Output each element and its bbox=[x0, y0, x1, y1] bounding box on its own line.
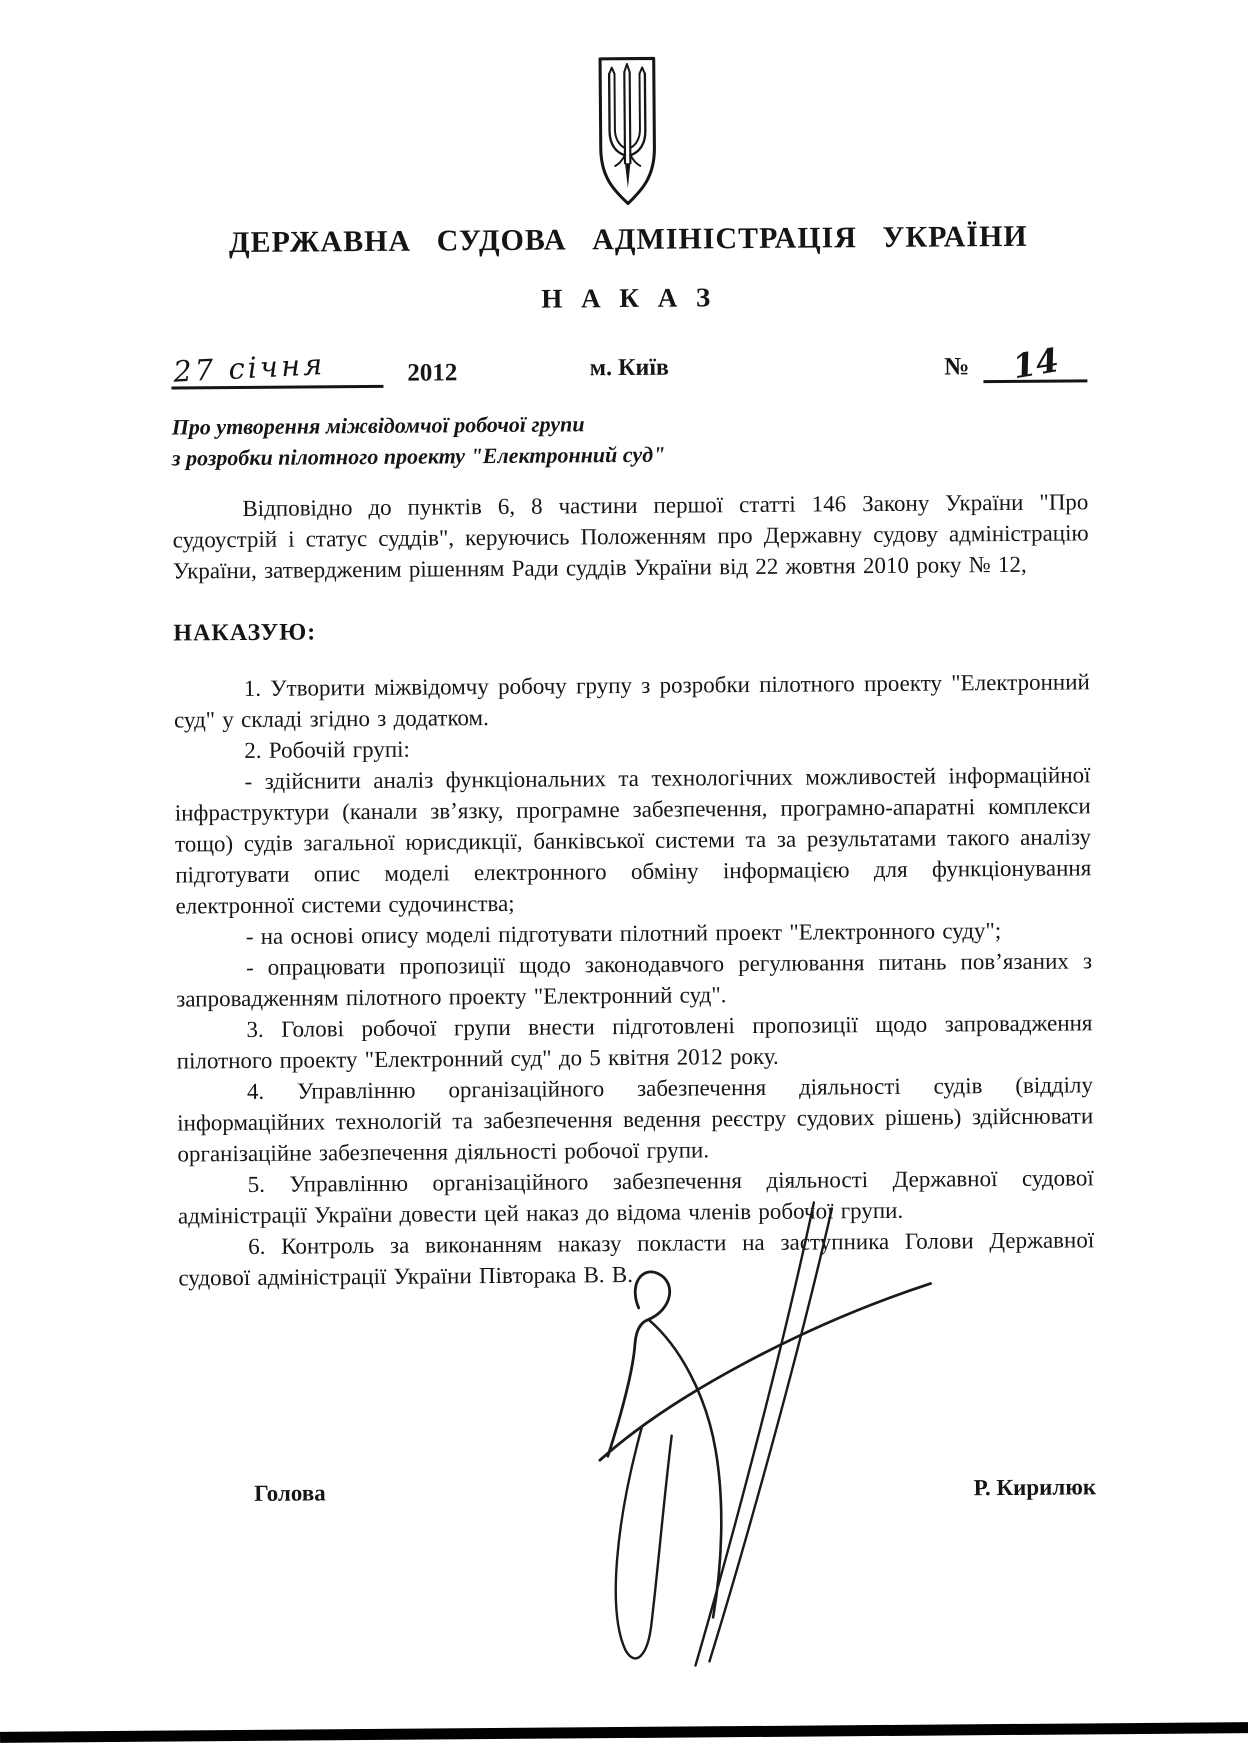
date-number-row bbox=[171, 326, 1087, 389]
order-item-1: 1. Утворити міжвідомчу робочу групу з розробки пілотного проекту "Електронний суд" у складі згідно з додатком. bbox=[173, 669, 1090, 733]
number-underline bbox=[983, 340, 1087, 387]
subject-line-2: з розробки пілотного проекту "Електронний суд" bbox=[171, 441, 666, 471]
number-sign: № bbox=[944, 353, 970, 381]
number-block bbox=[757, 340, 1087, 385]
order-item-2: 2. Робочій групі: bbox=[244, 736, 410, 763]
document-content bbox=[0, 51, 1248, 1509]
body-text bbox=[172, 486, 1094, 1293]
subject-line-1: Про утворення міжвідомчої робочої групи bbox=[171, 411, 585, 440]
order-item-5: 5. Управлінню організаційного забезпечення діяльності Державної судової адміністрації України довести цей наказ до відома членів робочої групи. bbox=[177, 1165, 1094, 1229]
order-item-2b: - на основі опису моделі підготувати пілотний проект "Електронного суду"; bbox=[245, 918, 1002, 949]
order-item-2c: - опрацювати пропозиції щодо законодавчого регулювання питань пов’язаних з запровадженням пілотного проекту "Електронний суд". bbox=[176, 948, 1093, 1012]
signer-position-label: Голова bbox=[254, 1480, 326, 1506]
year-label: 2012 bbox=[407, 359, 458, 387]
city-label: м. Київ bbox=[589, 354, 670, 382]
handwritten-number: 14 bbox=[1009, 340, 1062, 387]
date-underline bbox=[171, 346, 383, 390]
document-type-heading: Н А К А З bbox=[541, 282, 717, 314]
org-name-title: ДЕРЖАВНА СУДОВА АДМІНІСТРАЦІЯ УКРАЇНИ bbox=[228, 219, 1028, 260]
handwritten-date: 27 січня bbox=[172, 346, 327, 389]
order-items bbox=[174, 666, 1095, 1293]
subject-block bbox=[172, 404, 1088, 473]
scan-edge-artifact bbox=[0, 1722, 1248, 1743]
order-item-6: 6. Контроль за виконанням наказу покласти на заступника Голови Державної судової адміністрації України Півторака В. В. bbox=[178, 1227, 1095, 1291]
trident-icon bbox=[594, 56, 661, 209]
signature-row bbox=[180, 1474, 1096, 1507]
ukraine-trident-emblem bbox=[594, 56, 661, 214]
order-item-3: 3. Голові робочої групи внести підготовлені пропозиції щодо запровадження пілотного проекту "Електронний суд" до 5 квітня 2012 року. bbox=[176, 1010, 1093, 1074]
order-item-4: 4. Управлінню організаційного забезпечення діяльності судів (відділу інформаційних технологій та забезпечення ведення реєстру судових рішень) здійснювати організаційне забезпечення діяльності робочої групи. bbox=[177, 1072, 1094, 1167]
order-word: НАКАЗУЮ: bbox=[173, 619, 317, 647]
order-item-2a: - здійснити аналіз функціональних та технологічних можливостей інформаційної інфраструктури (канали зв’язку, програмне забезпечення, програмно-апаратні комплекси тощо) судів загальної юрисдикції, банківської системи та за результатами такого аналізу підготувати опис моделі електронного обміну інформацією для функціонування електронної системи судочинства; bbox=[174, 762, 1092, 919]
date-block bbox=[171, 346, 501, 390]
preamble-paragraph: Відповідно до пунктів 6, 8 частини першої статті 146 Закону України "Про судоустрій і статус суддів", керуючись Положенням про Державну судову адміністрацію України, затвердженим рішенням Ради суддів України від 22 жовтня 2010 року № 12, bbox=[172, 489, 1089, 584]
signer-name: Р. Кирилюк bbox=[973, 1474, 1097, 1501]
